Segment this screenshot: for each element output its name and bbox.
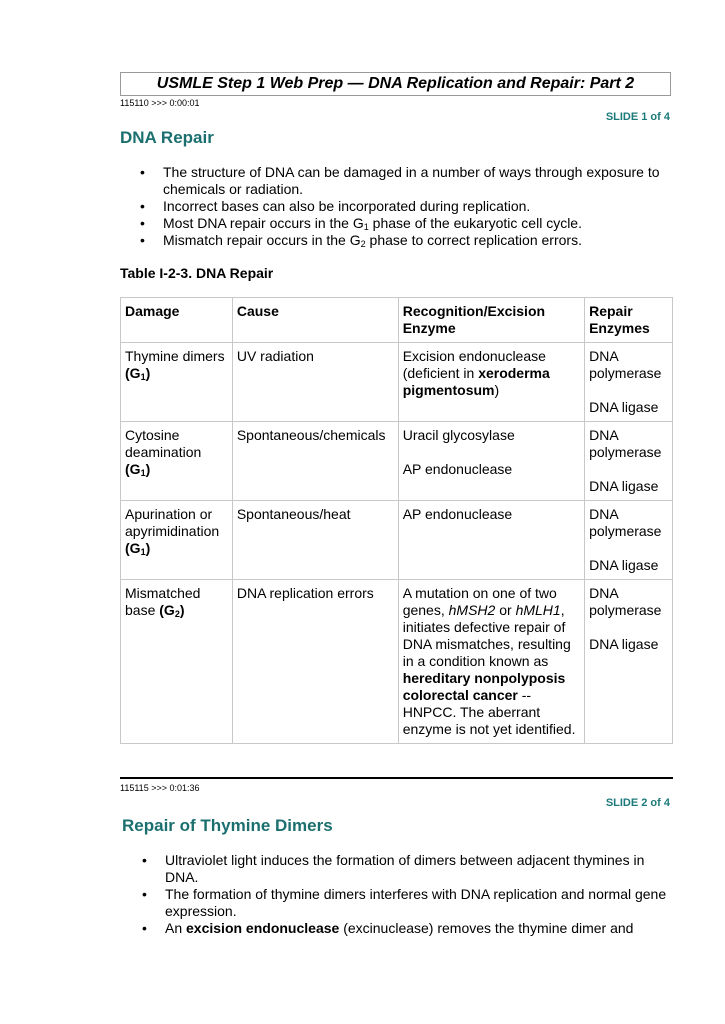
phase-label: $(G_1)$ — [125, 540, 151, 557]
repair-cell: DNA polymerase DNA ligase — [585, 422, 673, 501]
bullet-text: The formation of thymine dimers interferes with DNA replication and normal gene expression. — [165, 886, 667, 919]
list-item — [140, 920, 673, 937]
cause-cell: DNA replication errors — [232, 580, 398, 744]
damage-text: Cytosine deamination — [125, 427, 202, 460]
bullet-text: Incorrect bases can also be incorporated during replication. — [163, 198, 531, 214]
damage-cell — [121, 501, 233, 580]
table-row — [121, 580, 673, 744]
recognition-cell: AP endonuclease — [398, 501, 584, 580]
timecode-2: 115115 >>> 0:01:36 — [120, 783, 200, 793]
recognition-cell: Uracil glycosylase AP endonuclease — [398, 422, 584, 501]
slide-number-2: SLIDE 2 of 4 — [605, 797, 670, 809]
phase-label: $(G_1)$ — [125, 365, 151, 382]
column-header: Repair Enzymes — [585, 298, 673, 343]
subscript: 2 — [360, 239, 366, 249]
timecode-1: 115110 >>> 0:00:01 — [120, 98, 200, 108]
table-row — [121, 422, 673, 501]
repair-cell: DNA polymerase DNA ligase — [585, 343, 673, 422]
section-heading-dna-repair: DNA Repair — [120, 128, 214, 147]
list-item — [138, 198, 673, 215]
section-heading-thymine-dimers: Repair of Thymine Dimers — [122, 816, 333, 835]
phase-label: $(G_2)$ — [159, 602, 185, 619]
damage-text: Apurination or apyrimidination — [125, 506, 220, 539]
recognition-cell: Excision endonuclease (deficient in xeroderma pigmentosum) — [398, 343, 584, 422]
dna-repair-table — [120, 297, 673, 744]
gene-name: hMLH1 — [515, 602, 561, 618]
bullet-text: phase to correct replication errors. — [365, 232, 582, 248]
cause-cell: UV radiation — [232, 343, 398, 422]
list-item — [140, 886, 673, 920]
dna-repair-bullet-list — [138, 164, 673, 249]
table-header-row — [121, 298, 673, 343]
bullet-text: (excinuclease) removes the thymine dimer and — [339, 920, 634, 936]
bullet-text: Most DNA repair occurs in the G — [163, 215, 364, 231]
cause-cell: Spontaneous/chemicals — [232, 422, 398, 501]
page-title: USMLE Step 1 Web Prep — DNA Replication and Repair: Part 2 — [120, 72, 671, 96]
section-divider — [120, 777, 673, 779]
disease-name: hereditary nonpolyposis colorectal cancer — [402, 670, 566, 703]
repair-cell: DNA polymerase DNA ligase — [585, 580, 673, 744]
enzyme-name: excision endonuclease — [186, 920, 340, 936]
column-header: Damage — [121, 298, 233, 343]
gene-name: hMSH2 — [448, 602, 496, 618]
damage-cell — [121, 343, 233, 422]
table-row — [121, 343, 673, 422]
damage-text: Thymine dimers — [125, 348, 225, 364]
list-item — [138, 215, 673, 232]
damage-cell — [121, 580, 233, 744]
slide-number-1: SLIDE 1 of 4 — [605, 111, 670, 123]
table-row — [121, 501, 673, 580]
bullet-text: phase of the eukaryotic cell cycle. — [368, 215, 582, 231]
disease-name: xeroderma pigmentosum — [402, 365, 550, 398]
bullet-text: Ultraviolet light induces the formation of dimers between adjacent thymines in DNA. — [165, 852, 645, 885]
repair-cell: DNA polymerase DNA ligase — [585, 501, 673, 580]
damage-text: Mismatched base — [125, 585, 201, 618]
list-item — [140, 852, 673, 886]
table-caption: Table I-2-3. DNA Repair — [120, 265, 274, 281]
cause-cell: Spontaneous/heat — [232, 501, 398, 580]
bullet-text: An — [165, 920, 187, 936]
column-header: Recognition/Excision Enzyme — [398, 298, 584, 343]
bullet-text: The structure of DNA can be damaged in a number of ways through exposure to chemicals or radiation. — [163, 164, 660, 197]
thymine-dimer-bullet-list — [140, 852, 673, 937]
list-item — [138, 232, 673, 249]
phase-label: $(G_1)$ — [125, 461, 151, 478]
damage-cell — [121, 422, 233, 501]
list-item — [138, 164, 673, 198]
subscript: 1 — [363, 222, 369, 232]
recognition-cell: A mutation on one of two genes, hMSH2 or hMLH1, initiates defective repair of DNA mismatches, resulting in a condition known as hereditary nonpolyposis colorectal cancer -- HNPCC. The aberrant enzyme is not yet identified. — [398, 580, 584, 744]
bullet-text: Mismatch repair occurs in the G — [163, 232, 361, 248]
column-header: Cause — [232, 298, 398, 343]
